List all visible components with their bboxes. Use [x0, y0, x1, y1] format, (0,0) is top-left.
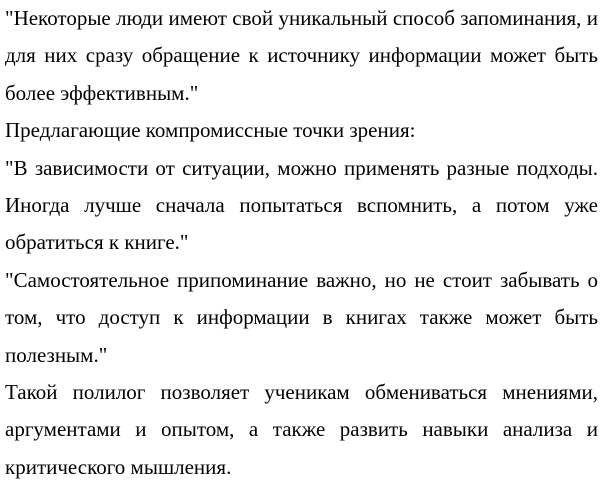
paragraph-polylogue-conclusion: Такой полилог позволяет ученикам обмениваться мнениями, аргументами и опытом, а также развить навыки анализа и критического мышления. [5, 380, 598, 479]
document-body [5, 0, 598, 486]
paragraph-quote-unique-memory: "Некоторые люди имеют свой уникальный способ запоминания, и для них сразу обращение к источнику информации может быть более эффективным." [5, 6, 598, 105]
paragraph-quote-situation: "В зависимости от ситуации, можно применять разные подходы. Иногда лучше сначала попытаться вспомнить, а потом уже обратиться к книге." [5, 155, 598, 255]
paragraph-compromise-heading: Предлагающие компромиссные точки зрения: [5, 118, 416, 143]
paragraph-quote-self-recall: "Самостоятельное припоминание важно, но не стоит забывать о том, что доступ к информации в книгах также может быть полезным." [5, 267, 598, 367]
